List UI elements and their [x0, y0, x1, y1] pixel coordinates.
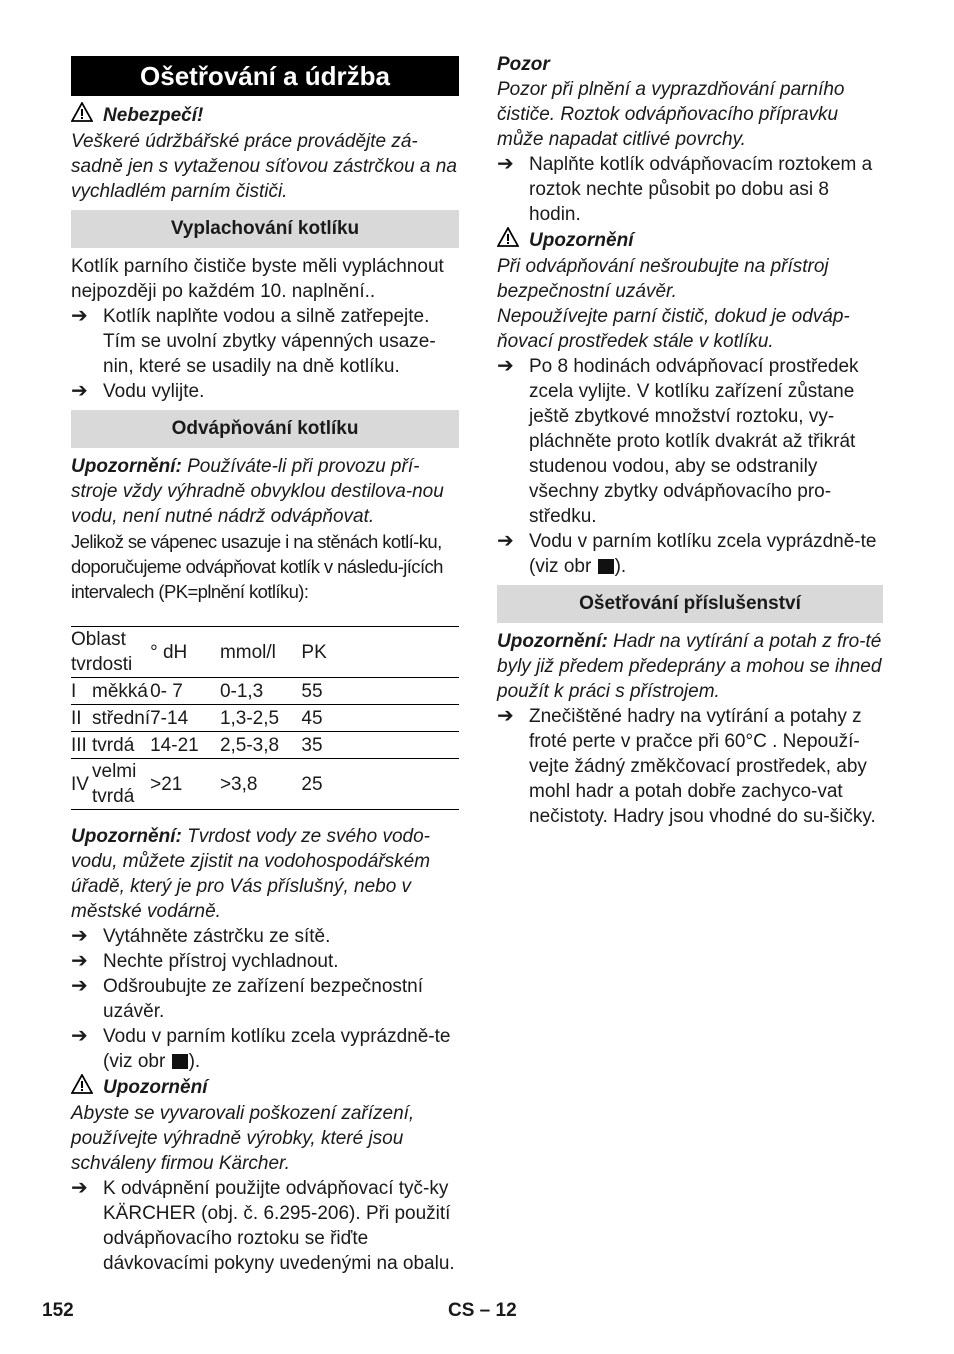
left-column: [71, 56, 459, 1276]
arrow-right-icon: ➔: [71, 305, 88, 327]
pozor-heading: Pozor: [497, 54, 550, 75]
arrow-right-icon: ➔: [71, 950, 88, 972]
water-hardness-table: [71, 626, 459, 810]
list-item: ➔ Po 8 hodinách odvápňovací prostředek zcela vylijte. V kotlíku zařízení zůstane ještě zbytkové množství roztoku, vy-pláchněte proto kotlík dvakrát až třikrát studenou vodou, aby se odstranily všechny zbytky odvápňovacího pro-středku.: [497, 355, 859, 527]
list-item: ➔ Vodu v parním kotlíku zcela vyprázdně-te (viz obr ).: [497, 530, 877, 577]
table-row: I měkká 0- 7 0-1,3 55: [71, 678, 459, 705]
table-row: III tvrdá 14-21 2,5-3,8 35: [71, 732, 459, 759]
list-item: ➔ Nechte přístroj vychladnout.: [71, 950, 339, 972]
section-heading-accessories: Ošetřování příslušenství: [497, 585, 883, 623]
list-item: ➔ Naplňte kotlík odvápňovacím roztokem a roztok nechte působit po dobu asi 8 hodin.: [497, 153, 873, 225]
descale-interval-text: Jelikož se vápenec usazuje i na stěnách kotlí-ku, doporučujeme odvápňovat kotlík v následu-jících intervalech (PK=plnění kotlíku):: [71, 531, 443, 602]
danger-text: Veškeré údržbářské práce provádějte zá-sadně jen s vytaženou síťovou zástrčkou a na vychladlém parním čističi.: [71, 131, 457, 202]
list-item: ➔ Vodu v parním kotlíku zcela vyprázdně-te (viz obr ).: [71, 1025, 451, 1072]
section-heading-rinse: Vyplachování kotlíku: [71, 210, 459, 248]
list-item: ➔ Vytáhněte zástrčku ze sítě.: [71, 925, 331, 947]
page-number: 152: [42, 1300, 74, 1321]
arrow-right-icon: ➔: [497, 530, 514, 552]
warning-triangle-icon: [497, 227, 521, 254]
descale-note: Upozornění: Používáte-li při provozu pří-stroje vždy výhradně obvyklou destilova-nou vodu, není nutné nádrž odvápňovat.: [71, 456, 444, 527]
accessories-note: Upozornění: Hadr na vytírání a potah z fro-té byly již předem předeprány a mohou se ihned použít k práci s přístrojem.: [497, 631, 882, 702]
section-heading-descale: Odvápňování kotlíku: [71, 410, 459, 448]
page-title: Ošetřování a údržba: [71, 56, 459, 96]
danger-heading: [71, 102, 459, 129]
caution-text-1: Při odvápňování nešroubujte na přístroj bezpečnostní uzávěr.: [497, 256, 829, 302]
arrow-right-icon: ➔: [71, 1025, 88, 1047]
right-column: [497, 52, 883, 829]
arrow-right-icon: ➔: [497, 153, 514, 175]
caution-heading: Upozornění: [71, 1074, 459, 1101]
list-item: ➔ Znečištěné hadry na vytírání a potahy z froté perte v pračce při 60°C . Nepouží-vejte žádný změkčovací prostředek, aby mohl hadr a potah dobře zachyco-vat nečistoty. Hadry jsou vhodné do su-šičky.: [497, 705, 876, 827]
arrow-right-icon: ➔: [497, 355, 514, 377]
table-header-row: Oblast tvrdosti ° dH mmol/l PK: [71, 627, 459, 678]
list-item: ➔ Vodu vylijte.: [71, 380, 205, 402]
danger-heading-text: Nebezpečí!: [103, 105, 204, 126]
arrow-right-icon: ➔: [71, 925, 88, 947]
list-item: ➔ K odvápnění použijte odvápňovací tyč-ky KÄRCHER (obj. č. 6.295-206). Při použití odvápňovacího roztoku se řiďte dávkovacími pokyny uvedenými na obalu.: [71, 1177, 455, 1274]
table-row: II střední 7-14 1,3-2,5 45: [71, 705, 459, 732]
pozor-text: Pozor při plnění a vyprazdňování parního čističe. Roztok odvápňovacího přípravku může napadat citlivé povrchy.: [497, 79, 845, 150]
table-row: IV velmi tvrdá >21 >3,8 25: [71, 759, 459, 810]
warning-triangle-icon: [71, 102, 95, 129]
section-code: CS – 12: [448, 1300, 517, 1321]
caution-text-2: Nepoužívejte parní čistič, dokud je odváp-ňovací prostředek stále v kotlíku.: [497, 306, 850, 352]
hardness-note: Upozornění: Tvrdost vody ze svého vodo-vodu, můžete zjistit na vodohospodářském úřadě, který je pro Vás příslušný, nebo v městské vodárně.: [71, 826, 431, 922]
caution-text: Abyste se vyvarovali poškození zařízení, používejte výhradně výrobky, které jsou schváleny firmou Kärcher.: [71, 1103, 415, 1174]
rinse-intro: Kotlík parního čističe byste měli vypláchnout nejpozději po každém 10. naplnění..: [71, 256, 444, 302]
warning-triangle-icon: [71, 1074, 95, 1101]
arrow-right-icon: ➔: [71, 975, 88, 997]
list-item: ➔ Kotlík naplňte vodou a silně zatřepejte. Tím se uvolní zbytky vápenných usaze-nin, které se usadily na dně kotlíku.: [71, 305, 436, 377]
arrow-right-icon: ➔: [497, 705, 514, 727]
figure-reference-icon: [172, 1054, 188, 1069]
figure-reference-icon: [598, 559, 614, 574]
list-item: ➔ Odšroubujte ze zařízení bezpečnostní uzávěr.: [71, 975, 424, 1022]
caution-heading: Upozornění: [497, 227, 883, 254]
arrow-right-icon: ➔: [71, 380, 88, 402]
arrow-right-icon: ➔: [71, 1177, 88, 1199]
